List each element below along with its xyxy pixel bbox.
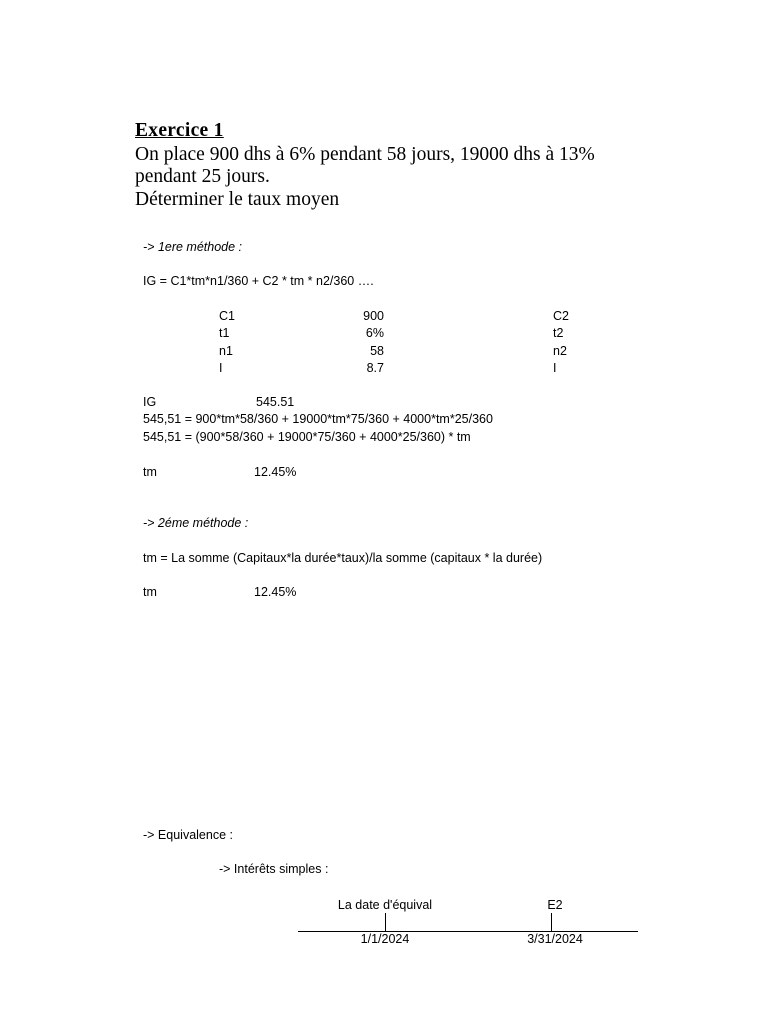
timeline-label-right: E2 — [547, 898, 563, 912]
tm-value-method1: 12.45% — [254, 465, 297, 479]
method1-heading-text: 1ere méthode : — [157, 240, 243, 254]
table-row-value-c1: 900 — [363, 309, 384, 323]
tm-label-method2: tm — [143, 585, 157, 599]
method1-formula: IG = C1*tm*n1/360 + C2 * tm * n2/360 …. — [143, 274, 374, 288]
table-row-label-t2: t2 — [553, 326, 564, 340]
table-row-value-n1: 58 — [370, 344, 384, 358]
table-row-value-i: 8.7 — [366, 361, 384, 375]
table-row-label-t1: t1 — [219, 326, 230, 340]
exercise-statement-line1: On place 900 dhs à 6% pendant 58 jours, 19000 dhs à 13% — [135, 144, 595, 165]
ig-label: IG — [143, 395, 157, 409]
equivalence-subheading: -> Intérêts simples : — [219, 862, 329, 876]
method2-heading: -> 2éme méthode : — [143, 516, 249, 530]
table-row-label-c1: C1 — [219, 309, 235, 323]
table-row-label-i: I — [219, 361, 223, 375]
table-row-value-t1: 6% — [365, 326, 384, 340]
timeline-date-right: 3/31/2024 — [527, 932, 583, 946]
method1-heading: -> 1ere méthode : — [143, 240, 243, 254]
tm-label-method1: tm — [143, 465, 157, 479]
timeline-label-left: La date d'équival — [337, 898, 433, 912]
exercise-statement-line2: pendant 25 jours. — [135, 166, 270, 187]
table-row-label-c2: C2 — [553, 309, 569, 323]
tm-value-method2: 12.45% — [254, 585, 297, 599]
method2-formula: tm = La somme (Capitaux*la durée*taux)/la somme (capitaux * la durée) — [143, 551, 543, 565]
equivalence-heading: -> Equivalence : — [143, 828, 233, 842]
timeline-tick-left — [385, 913, 386, 931]
exercise-title: Exercice 1 — [135, 120, 224, 141]
equation2: 545,51 = (900*58/360 + 19000*75/360 + 4000*25/360) * tm — [143, 430, 471, 444]
equation1: 545,51 = 900*tm*58/360 + 19000*tm*75/360 + 4000*tm*25/360 — [143, 412, 493, 426]
ig-value: 545.51 — [256, 395, 295, 409]
timeline-date-left: 1/1/2024 — [360, 932, 410, 946]
exercise-question: Déterminer le taux moyen — [135, 189, 340, 210]
table-row-label-i2: I — [553, 361, 557, 375]
timeline-tick-right — [551, 913, 552, 931]
table-row-label-n1: n1 — [219, 344, 233, 358]
table-row-label-n2: n2 — [553, 344, 567, 358]
